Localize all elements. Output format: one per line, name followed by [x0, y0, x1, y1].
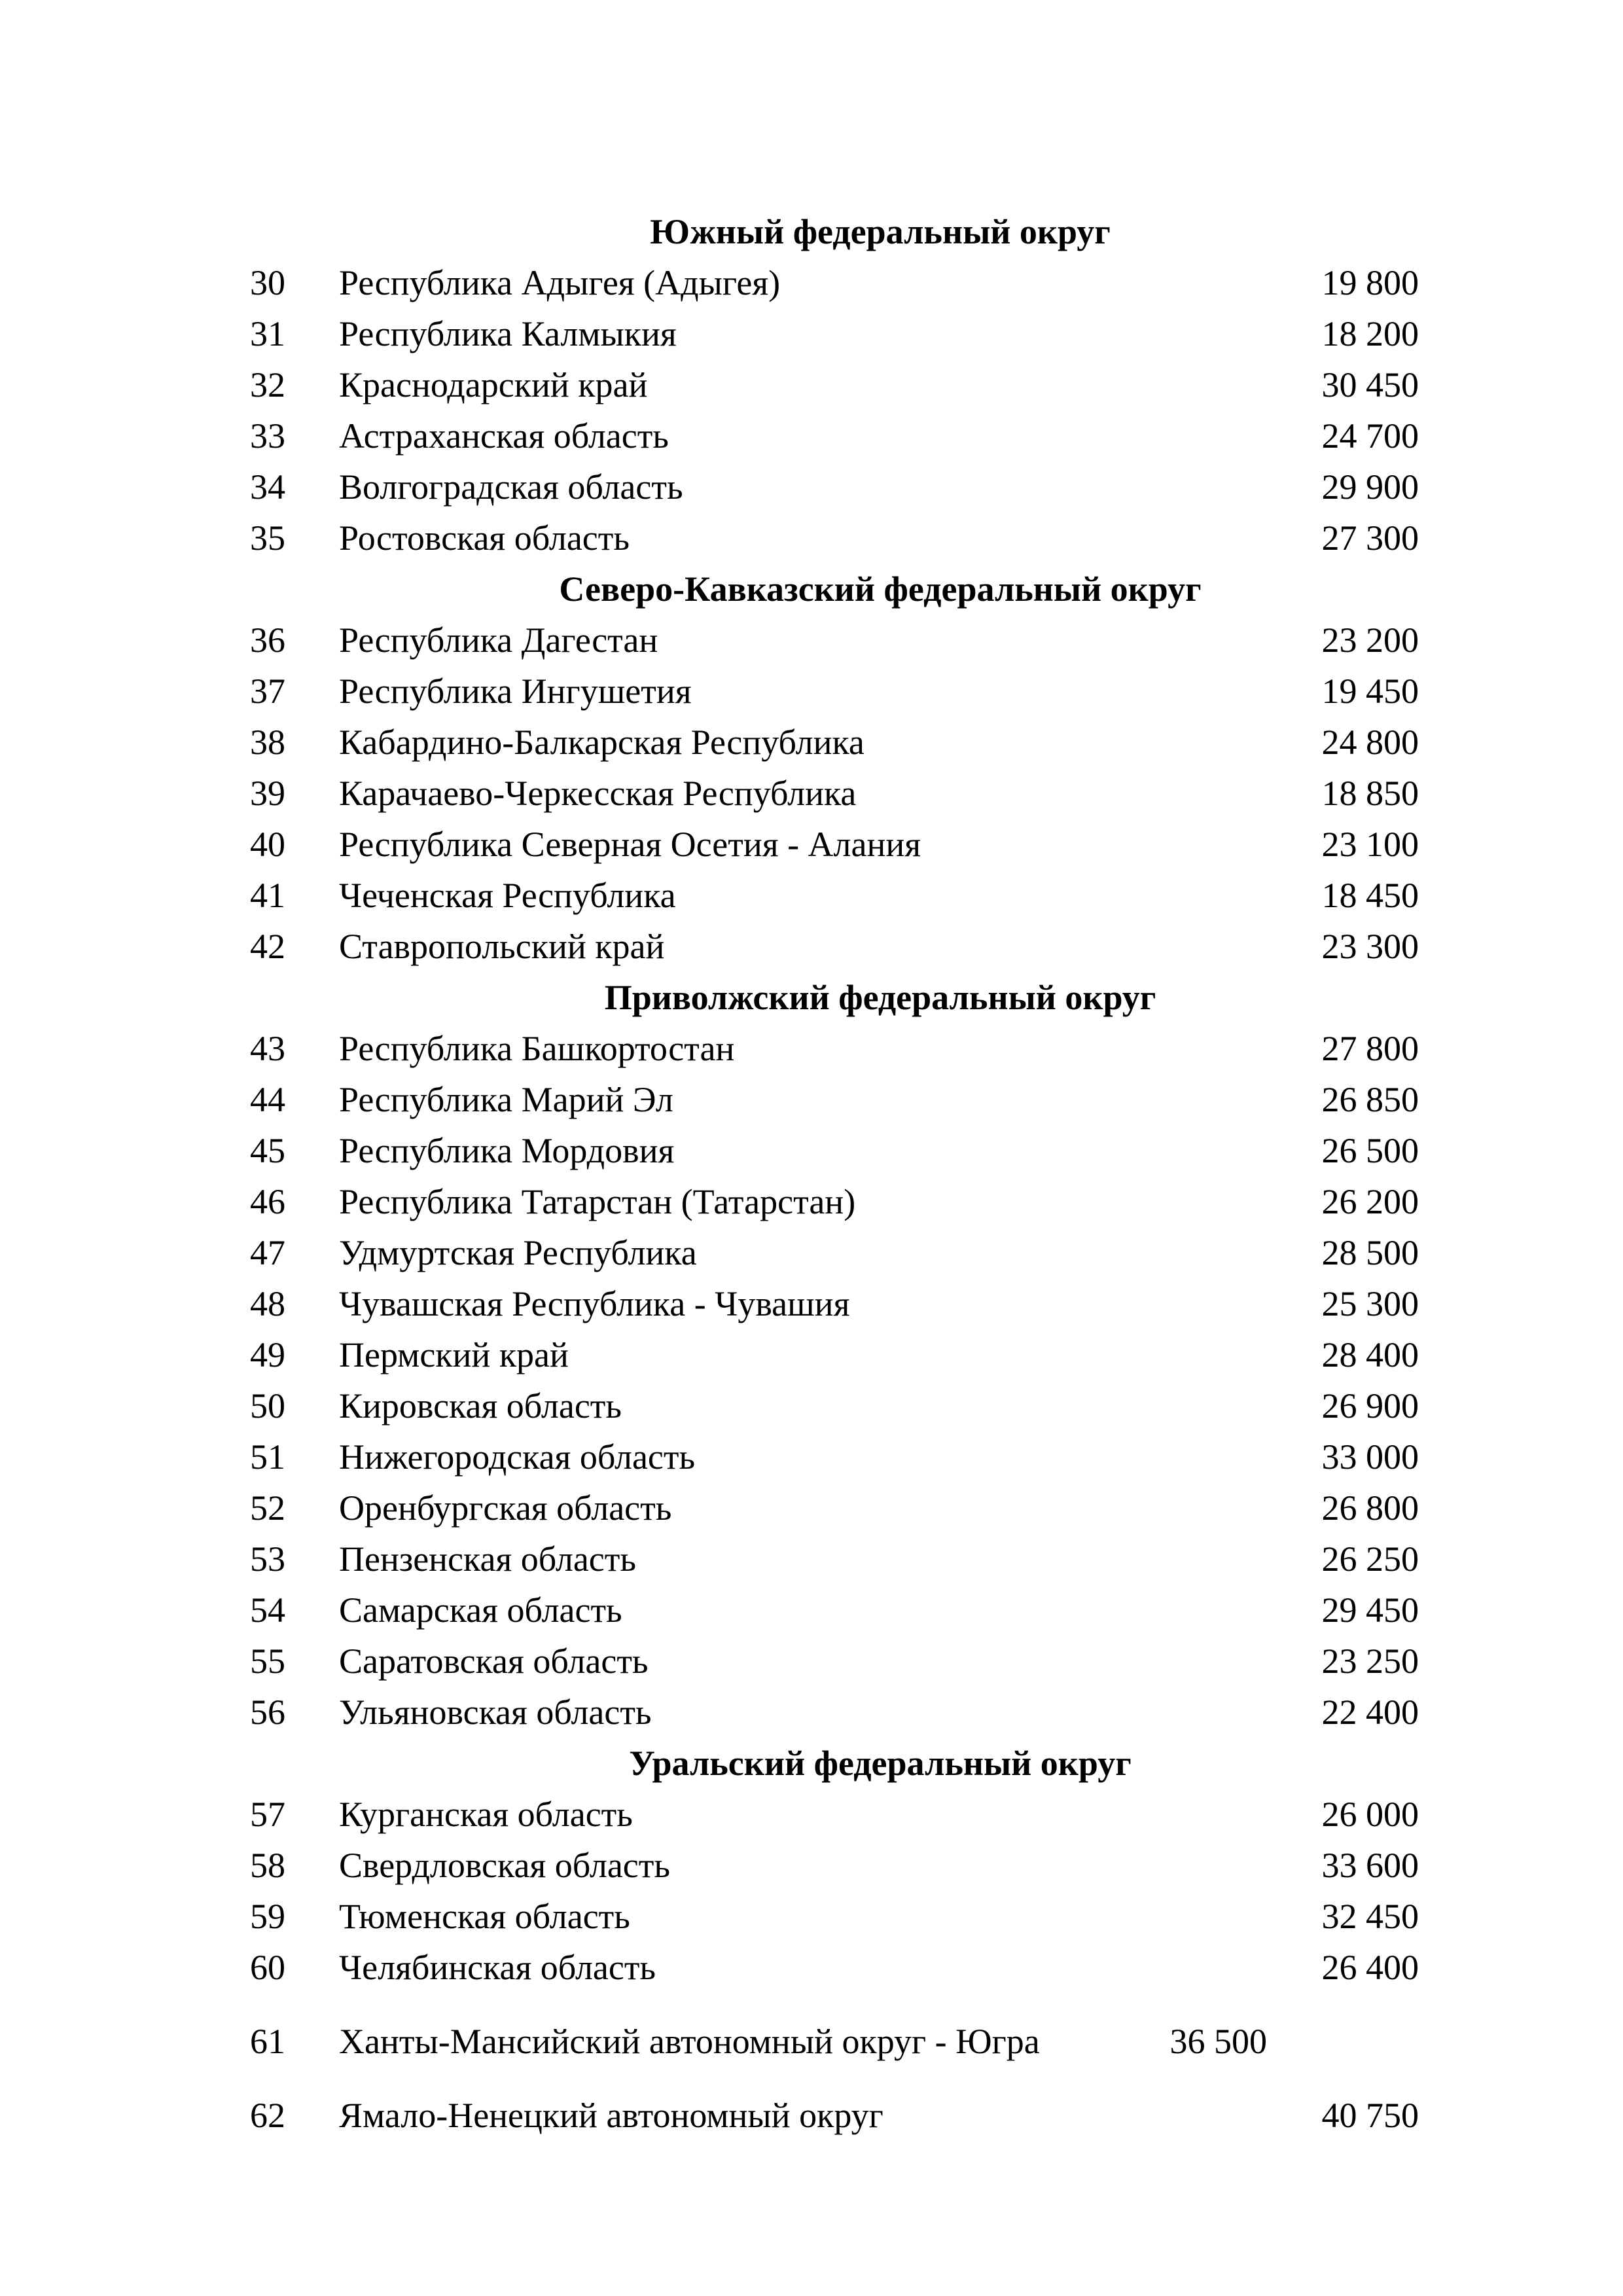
table-row	[229, 1840, 1433, 1891]
row-number: 58	[250, 1846, 285, 1885]
region-name: Удмуртская Республика	[339, 1233, 697, 1272]
region-value: 19 800	[1321, 263, 1419, 302]
region-value: 23 250	[1321, 1641, 1419, 1681]
region-value: 36 500	[1169, 2022, 1267, 2061]
row-number: 45	[250, 1131, 285, 1170]
table-row	[229, 1534, 1433, 1585]
table-row	[229, 359, 1433, 410]
row-number: 53	[250, 1539, 285, 1579]
table-row	[229, 461, 1433, 512]
table-row	[229, 1687, 1433, 1738]
region-name: Самарская область	[339, 1590, 622, 1630]
region-value: 26 800	[1321, 1488, 1419, 1528]
row-number: 42	[250, 927, 285, 966]
region-name: Республика Калмыкия	[339, 314, 677, 353]
row-number: 41	[250, 876, 285, 915]
row-number: 56	[250, 1693, 285, 1732]
row-number: 54	[250, 1590, 285, 1630]
region-name: Республика Марий Эл	[339, 1080, 673, 1119]
row-number: 49	[250, 1335, 285, 1374]
region-value: 33 000	[1321, 1437, 1419, 1477]
region-value: 30 450	[1321, 365, 1419, 404]
region-name: Республика Ингушетия	[339, 672, 692, 711]
row-number: 62	[250, 2096, 285, 2135]
region-name: Краснодарский край	[339, 365, 648, 404]
table-row	[229, 870, 1433, 921]
region-value: 32 450	[1321, 1897, 1419, 1936]
region-name: Республика Северная Осетия - Алания	[339, 825, 921, 864]
table-row	[229, 1380, 1433, 1431]
row-number: 50	[250, 1386, 285, 1426]
region-name: Республика Мордовия	[339, 1131, 675, 1170]
region-name: Пермский край	[339, 1335, 569, 1374]
row-number: 59	[250, 1897, 285, 1936]
row-number: 40	[250, 825, 285, 864]
table-row	[229, 1431, 1433, 1482]
region-name: Республика Адыгея (Адыгея)	[339, 263, 781, 302]
region-value: 26 000	[1321, 1795, 1419, 1834]
row-number: 55	[250, 1641, 285, 1681]
table-row	[229, 2090, 1433, 2141]
region-value: 26 250	[1321, 1539, 1419, 1579]
table-row	[229, 1636, 1433, 1687]
region-name: Ямало-Ненецкий автономный округ	[339, 2096, 883, 2135]
region-name: Чеченская Республика	[339, 876, 676, 915]
row-number: 51	[250, 1437, 285, 1477]
table-row	[229, 819, 1433, 870]
region-name: Ханты-Мансийский автономный округ - Югра	[339, 2022, 1040, 2061]
region-name: Свердловская область	[339, 1846, 670, 1885]
row-number: 39	[250, 774, 285, 813]
region-name: Чувашская Республика - Чувашия	[339, 1284, 850, 1323]
federal-district-header: Южный федеральный округ	[650, 212, 1111, 251]
region-value: 26 850	[1321, 1080, 1419, 1119]
region-value: 40 750	[1321, 2096, 1419, 2135]
region-value: 26 500	[1321, 1131, 1419, 1170]
region-value: 22 400	[1321, 1693, 1419, 1732]
row-number: 52	[250, 1488, 285, 1528]
region-name: Карачаево-Черкесская Республика	[339, 774, 857, 813]
federal-district-header: Уральский федеральный округ	[629, 1744, 1132, 1783]
table-row	[229, 1789, 1433, 1840]
row-number: 30	[250, 263, 285, 302]
table-row	[229, 1329, 1433, 1380]
row-number: 38	[250, 723, 285, 762]
region-value: 29 450	[1321, 1590, 1419, 1630]
region-name: Челябинская область	[339, 1948, 656, 1987]
region-value: 23 300	[1321, 927, 1419, 966]
region-value: 26 900	[1321, 1386, 1419, 1426]
region-value: 25 300	[1321, 1284, 1419, 1323]
row-number: 44	[250, 1080, 285, 1119]
table-row	[229, 1227, 1433, 1278]
row-number: 46	[250, 1182, 285, 1221]
region-name: Курганская область	[339, 1795, 633, 1834]
row-number: 32	[250, 365, 285, 404]
table-row	[229, 768, 1433, 819]
region-name: Волгоградская область	[339, 467, 683, 507]
row-number: 35	[250, 518, 285, 558]
table-row	[229, 1023, 1433, 1074]
row-number: 48	[250, 1284, 285, 1323]
row-number: 33	[250, 416, 285, 456]
region-name: Нижегородская область	[339, 1437, 696, 1477]
table-row	[229, 1278, 1433, 1329]
row-number: 61	[250, 2022, 285, 2061]
table-row	[229, 615, 1433, 666]
region-value: 23 100	[1321, 825, 1419, 864]
region-name: Астраханская область	[339, 416, 669, 456]
region-value: 18 450	[1321, 876, 1419, 915]
region-value: 19 450	[1321, 672, 1419, 711]
federal-district-header: Северо-Кавказский федеральный округ	[559, 569, 1202, 609]
region-name: Ростовская область	[339, 518, 630, 558]
region-name: Республика Башкортостан	[339, 1029, 735, 1068]
region-value: 18 200	[1321, 314, 1419, 353]
region-value: 23 200	[1321, 620, 1419, 660]
table-row	[229, 1942, 1433, 1993]
region-value: 27 300	[1321, 518, 1419, 558]
region-value: 28 400	[1321, 1335, 1419, 1374]
row-number: 47	[250, 1233, 285, 1272]
federal-district-header: Приволжский федеральный округ	[604, 978, 1156, 1017]
row-number: 36	[250, 620, 285, 660]
table-row	[229, 666, 1433, 717]
region-value: 28 500	[1321, 1233, 1419, 1272]
region-name: Республика Дагестан	[339, 620, 658, 660]
table-row	[229, 1891, 1433, 1942]
row-number: 34	[250, 467, 285, 507]
region-name: Кировская область	[339, 1386, 622, 1426]
region-value: 29 900	[1321, 467, 1419, 507]
table-row	[229, 1585, 1433, 1636]
table-row	[229, 1074, 1433, 1125]
table-row	[229, 1176, 1433, 1227]
row-number: 37	[250, 672, 285, 711]
region-name: Республика Татарстан (Татарстан)	[339, 1182, 856, 1221]
table-row	[229, 1482, 1433, 1534]
row-number: 60	[250, 1948, 285, 1987]
row-number: 31	[250, 314, 285, 353]
row-number: 43	[250, 1029, 285, 1068]
region-value: 26 200	[1321, 1182, 1419, 1221]
region-value: 24 800	[1321, 723, 1419, 762]
region-name: Пензенская область	[339, 1539, 636, 1579]
table-row	[229, 410, 1433, 461]
region-value: 27 800	[1321, 1029, 1419, 1068]
table-row	[229, 257, 1433, 308]
table-row	[229, 308, 1433, 359]
region-name: Тюменская область	[339, 1897, 630, 1936]
row-number: 57	[250, 1795, 285, 1834]
region-value: 33 600	[1321, 1846, 1419, 1885]
region-value: 24 700	[1321, 416, 1419, 456]
table-row	[229, 1993, 1433, 2090]
regions-table	[229, 206, 1433, 2141]
region-value: 26 400	[1321, 1948, 1419, 1987]
table-row	[229, 1125, 1433, 1176]
table-row	[229, 921, 1433, 972]
region-value: 18 850	[1321, 774, 1419, 813]
region-name: Кабардино-Балкарская Республика	[339, 723, 865, 762]
region-name: Ульяновская область	[339, 1693, 652, 1732]
region-name: Ставропольский край	[339, 927, 665, 966]
table-row	[229, 717, 1433, 768]
table-row	[229, 512, 1433, 564]
region-name: Саратовская область	[339, 1641, 649, 1681]
region-name: Оренбургская область	[339, 1488, 672, 1528]
